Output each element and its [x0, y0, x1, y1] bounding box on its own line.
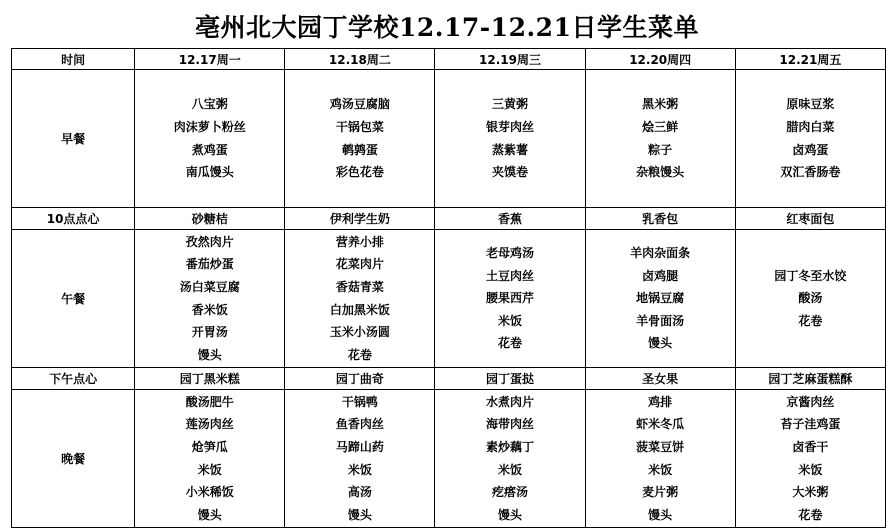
dish-item: 干锅鸭 — [341, 394, 378, 409]
menu-cell — [285, 390, 435, 528]
dish-item: 小米稀饭 — [185, 485, 234, 500]
dish-item: 土豆肉丝 — [486, 268, 535, 283]
afternoon-snack-row — [12, 368, 886, 390]
menu-cell: 砂糖桔 — [135, 208, 285, 230]
dish-list — [586, 93, 735, 183]
dish-item: 卤香干 — [792, 439, 829, 454]
dish-list — [135, 93, 284, 183]
meal-label: 10点点心 — [12, 208, 135, 230]
dish-item: 米饭 — [347, 462, 372, 477]
dish-item: 素炒藕丁 — [486, 439, 535, 454]
menu-cell — [735, 70, 885, 208]
menu-cell: 园丁黑米糕 — [135, 368, 285, 390]
dish-item: 烩三鲜 — [642, 119, 679, 134]
dish-item: 鸡汤豆腐脑 — [329, 97, 390, 112]
day-header: 12.20周四 — [585, 49, 735, 70]
meal-label: 午餐 — [12, 230, 135, 368]
dish-item: 莲汤肉丝 — [185, 417, 234, 432]
menu-cell — [285, 230, 435, 368]
dish-item: 蒸紫薯 — [492, 142, 529, 157]
dish-item: 香菇青菜 — [335, 279, 384, 294]
dish-item: 花卷 — [498, 336, 523, 351]
dish-item: 杂粮馒头 — [636, 165, 685, 180]
day-header: 12.17周一 — [135, 49, 285, 70]
dish-item: 开胃汤 — [191, 325, 228, 340]
dish-item: 老母鸡汤 — [486, 246, 535, 261]
dish-item: 园丁冬至水饺 — [774, 268, 847, 283]
dish-item: 高汤 — [347, 485, 372, 500]
menu-cell — [285, 70, 435, 208]
dish-item: 卤鸡腿 — [642, 268, 679, 283]
dish-item: 煮鸡蛋 — [191, 142, 228, 157]
dish-item: 羊骨面汤 — [636, 313, 685, 328]
dish-item: 卤鸡蛋 — [792, 142, 829, 157]
meal-label: 下午点心 — [12, 368, 135, 390]
dish-item: 夹馍卷 — [492, 165, 529, 180]
dish-item: 麦片粥 — [642, 485, 679, 500]
page-title: 亳州北大园丁学校12.17-12.21日学生菜单 — [195, 13, 699, 42]
dish-item: 花菜肉片 — [335, 257, 384, 272]
dish-item: 馒头 — [347, 507, 372, 522]
dish-list — [285, 231, 434, 367]
menu-cell: 圣女果 — [585, 368, 735, 390]
menu-cell — [735, 230, 885, 368]
dish-item: 番茄炒蛋 — [185, 257, 234, 272]
dish-item: 营养小排 — [335, 234, 384, 249]
lunch-row — [12, 230, 886, 368]
dish-item: 羊肉杂面条 — [630, 246, 691, 261]
menu-cell: 红枣面包 — [735, 208, 885, 230]
dish-item: 海带肉丝 — [486, 417, 535, 432]
dish-item: 粽子 — [648, 142, 673, 157]
menu-cell — [585, 230, 735, 368]
dish-list — [736, 391, 885, 527]
dish-item: 三黄粥 — [492, 97, 529, 112]
dish-item: 米饭 — [798, 462, 823, 477]
dish-item: 京酱肉丝 — [786, 394, 835, 409]
dish-item: 香米饭 — [191, 302, 228, 317]
dish-list — [135, 391, 284, 527]
menu-cell — [735, 390, 885, 528]
day-header: 12.21周五 — [735, 49, 885, 70]
dish-list — [435, 242, 584, 355]
dish-item: 米饭 — [197, 462, 222, 477]
dish-item: 炝笋瓜 — [191, 439, 228, 454]
dish-item: 地锅豆腐 — [636, 291, 685, 306]
dish-item: 虾米冬瓜 — [636, 417, 685, 432]
dish-item: 双汇香肠卷 — [780, 165, 841, 180]
dish-list — [285, 391, 434, 527]
menu-cell: 园丁蛋挞 — [435, 368, 585, 390]
dish-item: 银芽肉丝 — [486, 119, 535, 134]
dinner-row — [12, 390, 886, 528]
dish-item: 玉米小汤圆 — [329, 325, 390, 340]
menu-cell: 香蕉 — [435, 208, 585, 230]
dish-item: 鹌鹑蛋 — [341, 142, 378, 157]
dish-item: 馒头 — [648, 336, 673, 351]
dish-list — [586, 391, 735, 527]
dish-item: 白加黑米饭 — [329, 302, 390, 317]
dish-item: 黑米粥 — [642, 97, 679, 112]
dish-item: 鱼香肉丝 — [335, 417, 384, 432]
menu-cell — [135, 230, 285, 368]
dish-item: 疙瘩汤 — [492, 485, 529, 500]
dish-item: 米饭 — [498, 462, 523, 477]
dish-item: 水煮肉片 — [486, 394, 535, 409]
time-header: 时间 — [12, 49, 135, 70]
menu-cell: 园丁曲奇 — [285, 368, 435, 390]
menu-table — [11, 48, 886, 528]
dish-item: 苔子洼鸡蛋 — [780, 417, 841, 432]
menu-cell — [585, 70, 735, 208]
menu-cell: 乳香包 — [585, 208, 735, 230]
dish-item: 汤白菜豆腐 — [179, 279, 240, 294]
dish-list — [435, 391, 584, 527]
dish-list — [586, 242, 735, 355]
dish-item: 孜然肉片 — [185, 234, 234, 249]
menu-cell: 伊利学生奶 — [285, 208, 435, 230]
menu-cell — [135, 70, 285, 208]
dish-item: 酸汤 — [798, 291, 823, 306]
dish-item: 马蹄山药 — [335, 439, 384, 454]
meal-label: 晚餐 — [12, 390, 135, 528]
day-header: 12.18周二 — [285, 49, 435, 70]
dish-list — [736, 93, 885, 183]
dish-item: 花卷 — [798, 313, 823, 328]
menu-cell — [435, 70, 585, 208]
dish-item: 馒头 — [498, 507, 523, 522]
dish-item: 鸡排 — [648, 394, 673, 409]
dish-item: 米饭 — [648, 462, 673, 477]
dish-item: 腊肉白菜 — [786, 119, 835, 134]
morning-snack-row — [12, 208, 886, 230]
dish-list — [736, 265, 885, 333]
breakfast-row — [12, 70, 886, 208]
dish-item: 馒头 — [197, 507, 222, 522]
dish-item: 馒头 — [648, 507, 673, 522]
dish-item: 腰果西芹 — [486, 291, 535, 306]
menu-cell — [135, 390, 285, 528]
dish-item: 大米粥 — [792, 485, 829, 500]
dish-item: 花卷 — [347, 347, 372, 362]
header-row — [12, 49, 886, 70]
dish-item: 肉沫萝卜粉丝 — [173, 119, 246, 134]
menu-cell — [435, 230, 585, 368]
day-header: 12.19周三 — [435, 49, 585, 70]
dish-list — [135, 231, 284, 367]
dish-item: 原味豆浆 — [786, 97, 835, 112]
dish-list — [285, 93, 434, 183]
dish-item: 干锅包菜 — [335, 119, 384, 134]
menu-cell: 园丁芝麻蛋糕酥 — [735, 368, 885, 390]
dish-item: 花卷 — [798, 507, 823, 522]
dish-item: 彩色花卷 — [335, 165, 384, 180]
menu-cell — [585, 390, 735, 528]
dish-item: 菠菜豆饼 — [636, 439, 685, 454]
dish-item: 南瓜馒头 — [185, 165, 234, 180]
meal-label: 早餐 — [12, 70, 135, 208]
dish-item: 酸汤肥牛 — [185, 394, 234, 409]
dish-list — [435, 93, 584, 183]
dish-item: 八宝粥 — [191, 97, 228, 112]
dish-item: 米饭 — [498, 313, 523, 328]
menu-cell — [435, 390, 585, 528]
dish-item: 馒头 — [197, 347, 222, 362]
